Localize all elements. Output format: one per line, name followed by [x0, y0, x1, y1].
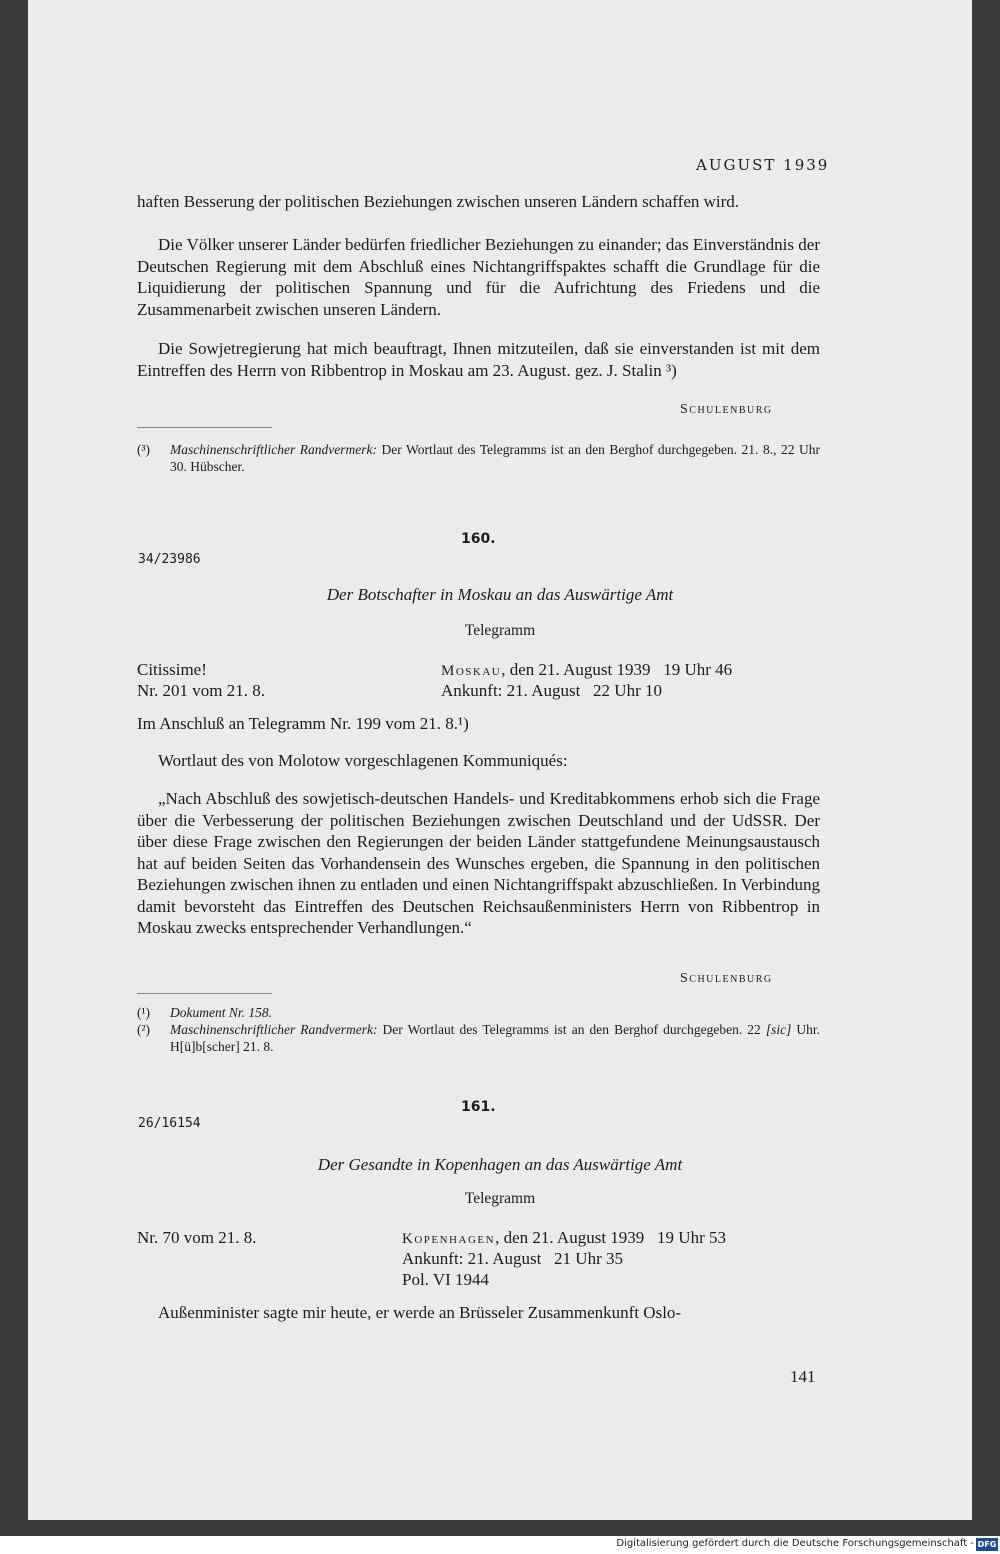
- footnote-3: [137, 441, 820, 475]
- telegram-number-160: Nr. 201 vom 21. 8.: [137, 681, 265, 700]
- footnote-1-160: (¹) Dokument Nr. 158.: [137, 1005, 272, 1020]
- page-number: 141: [790, 1367, 816, 1386]
- paragraph-aussenminister: Außenminister sagte mir heute, er werde an Brüsseler Zusammenkunft Oslo-: [158, 1303, 682, 1322]
- sent-line-160: Moskau, den 21. August 1939 19 Uhr 46: [441, 660, 733, 679]
- communique-intro: Wortlaut des von Molotow vorgeschlagenen Kommuniqués:: [158, 751, 568, 770]
- priority-citissime: Citissime!: [137, 660, 207, 679]
- arrival-line-161: Ankunft: 21. August 21 Uhr 35: [402, 1249, 623, 1268]
- document-number-160: 160.: [461, 531, 496, 547]
- pol-reference-161: Pol. VI 1944: [402, 1270, 490, 1289]
- file-reference-160: 34/23986: [138, 552, 201, 567]
- document-title-161: Der Gesandte in Kopenhagen an das Auswärtige Amt: [317, 1155, 683, 1174]
- signature-schulenburg-2: Schulenburg: [680, 971, 773, 986]
- footer-credit: Digitalisierung gefördert durch die Deutsche Forschungsgemeinschaft -: [616, 1538, 974, 1549]
- document-page: [28, 0, 972, 1520]
- file-reference-161: 26/16154: [138, 1116, 201, 1131]
- footnote-text: Maschinenschriftlicher Randvermerk: Der Wortlaut des Telegramms ist an den Berghof durchgegeben. 21. 8., 22 Uhr 30. Hübscher.: [170, 442, 820, 474]
- footnote-rule: [137, 427, 272, 428]
- telegram-number-161: Nr. 70 vom 21. 8.: [137, 1228, 257, 1247]
- paragraph-sowjetregierung: Die Sowjetregierung hat mich beauftragt, Ihnen mitzuteilen, daß sie einverstanden ist mit dem Eintreffen des Herrn von Ribbentrop in Moskau am 23. August. gez. J. Stalin ³): [137, 339, 820, 380]
- signature-schulenburg-1: Schulenburg: [680, 402, 773, 417]
- dfg-logo-icon: DFG: [977, 1540, 997, 1549]
- paragraph-voelker: Die Völker unserer Länder bedürfen friedlicher Beziehungen zu einander; das Einverständnis der Deutschen Regierung mit dem Abschluß eines Nichtangriffspaktes schafft die Grundlage für die Liquidierung der politischen Spannung und für die Aufrichtung des Friedens und die Zusammenarbeit zwischen unseren Ländern.: [137, 235, 820, 319]
- document-type-161: Telegramm: [464, 1190, 536, 1207]
- document-number-161: 161.: [461, 1099, 496, 1115]
- footnote-marker: (³): [137, 442, 151, 457]
- reference-line-160: Im Anschluß an Telegramm Nr. 199 vom 21. 8.¹): [137, 714, 469, 733]
- document-title-160: Der Botschafter in Moskau an das Auswärtige Amt: [326, 585, 674, 604]
- running-header: AUGUST 1939: [696, 156, 830, 174]
- paragraph-continuation: haften Besserung der politischen Beziehungen zwischen unseren Ländern schaffen wird.: [137, 192, 740, 211]
- footnote-2-160: (²) Maschinenschriftlicher Randvermerk: Der Wortlaut des Telegramms ist an den Berghof durchgegeben. 22 [sic] Uhr. H[ü]b[scher] 21. 8.: [137, 1022, 821, 1054]
- sent-line-161: Kopenhagen, den 21. August 1939 19 Uhr 53: [402, 1228, 726, 1247]
- arrival-line-160: Ankunft: 21. August 22 Uhr 10: [441, 681, 662, 700]
- footnote-rule-160: [137, 993, 272, 994]
- digitization-footer: [0, 1536, 1000, 1554]
- communique-quote: „Nach Abschluß des sowjetisch-deutschen Handels- und Kreditabkommens erhob sich die Frage über die Verbesserung der politischen Beziehungen zwischen Deutschland und der UdSSR. Der über diese Frage zwischen den Regierungen der beiden Länder stattgefundene Meinungsaustausch hat auf beiden Seiten das Vorhandensein des Wunsches ergeben, die Spannung in den politischen Beziehungen zwischen ihnen zu entladen und einen Nichtangriffspakt abzuschließen. In Verbindung damit bevorsteht das Eintreffen des Deutschen Reichsaußenministers Herrn von Ribbentrop in Moskau zwecks entsprechender Verhandlungen.“: [137, 789, 820, 937]
- document-type-160: Telegramm: [464, 622, 536, 639]
